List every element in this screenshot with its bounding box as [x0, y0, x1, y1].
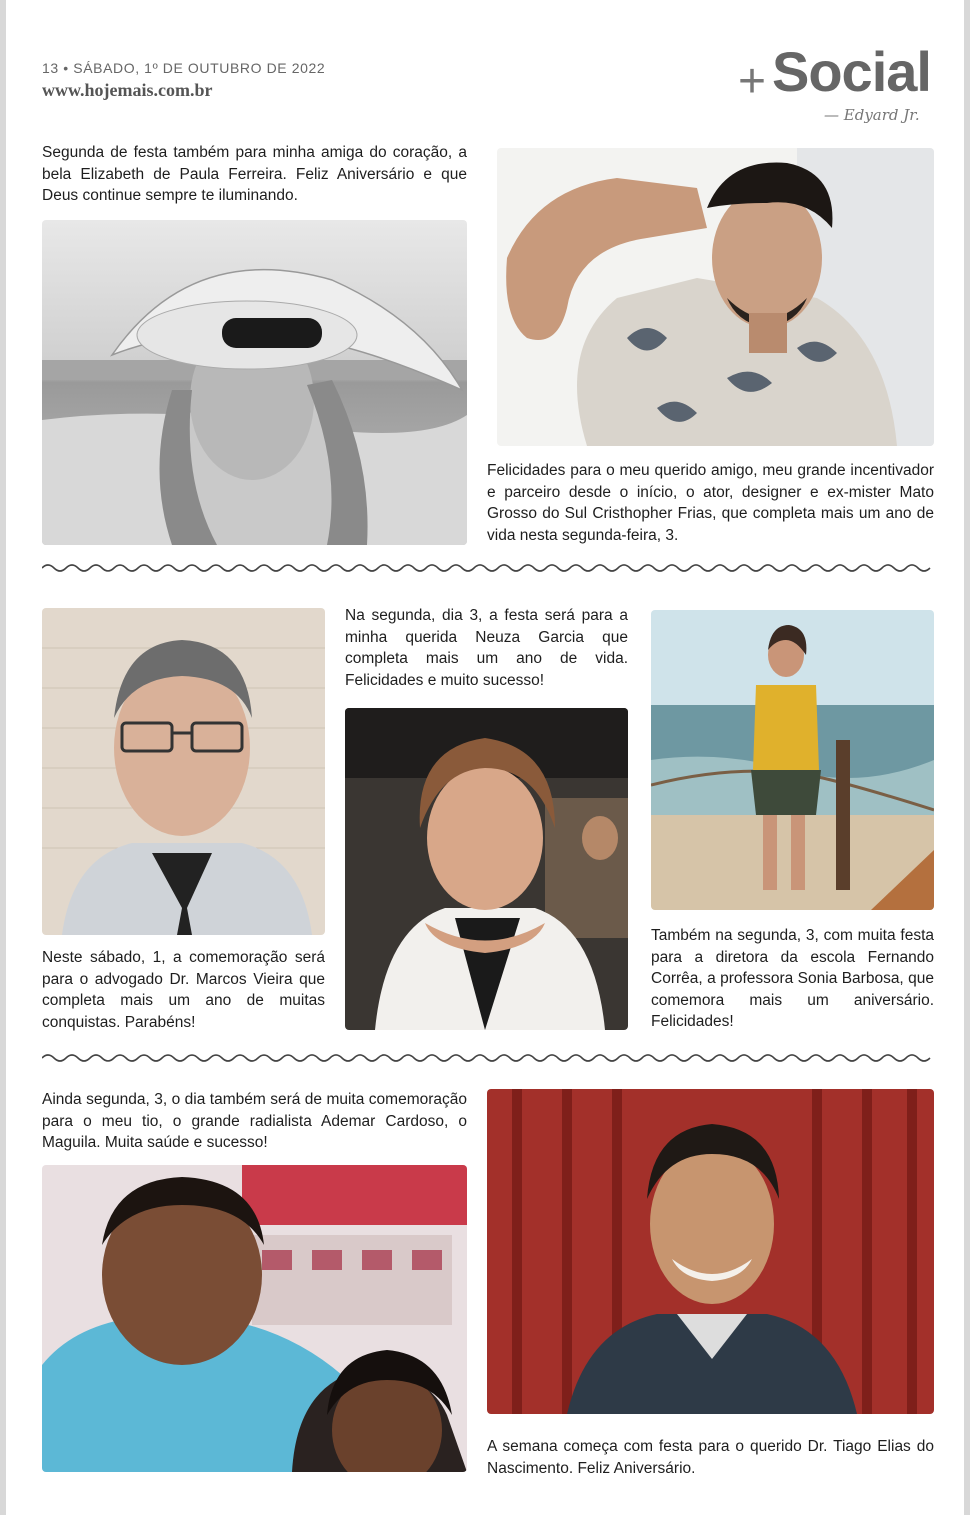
header-url[interactable]: www.hojemais.com.br	[42, 80, 213, 100]
article-tiago-text: A semana começa com festa para o querido Dr. Tiago Elias do Nascimento. Feliz Aniversário.	[487, 1438, 934, 1477]
photo-elizabeth	[42, 220, 467, 545]
article-sonia-text: Também na segunda, 3, com muita festa para a diretora da escola Fernando Corrêa, a professora Sonia Barbosa, que comemora mais um aniversário. Felicidades!	[651, 927, 934, 1030]
photo-ademar	[42, 1165, 467, 1472]
page-edge-right	[964, 0, 970, 1515]
logo-signature: — Edyard Jr.	[824, 106, 920, 124]
photo-sonia	[651, 610, 934, 910]
wave-divider-2	[42, 1051, 934, 1065]
logo-plus: +	[738, 55, 767, 108]
article-elizabeth-text: Segunda de festa também para minha amiga do coração, a bela Elizabeth de Paula Ferreira. Feliz Aniversário e que Deus continue sempre te iluminando.	[42, 144, 467, 204]
article-marcos-text: Neste sábado, 1, a comemoração será para o advogado Dr. Marcos Vieira que completa mais um ano de muitas conquistas. Parabéns!	[42, 949, 325, 1031]
wave-divider-1	[42, 561, 934, 575]
photo-cristhopher	[497, 148, 934, 446]
page-edge-left	[0, 0, 6, 1515]
article-neuza-text: Na segunda, dia 3, a festa será para a minha querida Neuza Garcia que completa mais um ano de vida. Felicidades e muito sucesso!	[345, 607, 628, 689]
logo-word: Social	[772, 40, 931, 103]
social-logo	[738, 40, 938, 134]
photo-marcos	[42, 608, 325, 935]
header-date-line: 13 • SÁBADO, 1º DE OUTUBRO DE 2022	[42, 60, 326, 76]
photo-neuza	[345, 708, 628, 1030]
photo-tiago	[487, 1089, 934, 1414]
article-ademar-text: Ainda segunda, 3, o dia também será de muita comemoração para o meu tio, o grande radialista Ademar Cardoso, o Maguila. Muita saúde e sucesso!	[42, 1091, 467, 1151]
article-cristhopher-text: Felicidades para o meu querido amigo, meu grande incentivador e parceiro desde o início, o ator, designer e ex-mister Mato Grosso do Sul Cristhopher Frias, que completa mais um ano de vida nesta segunda-feira, 3.	[487, 462, 934, 544]
